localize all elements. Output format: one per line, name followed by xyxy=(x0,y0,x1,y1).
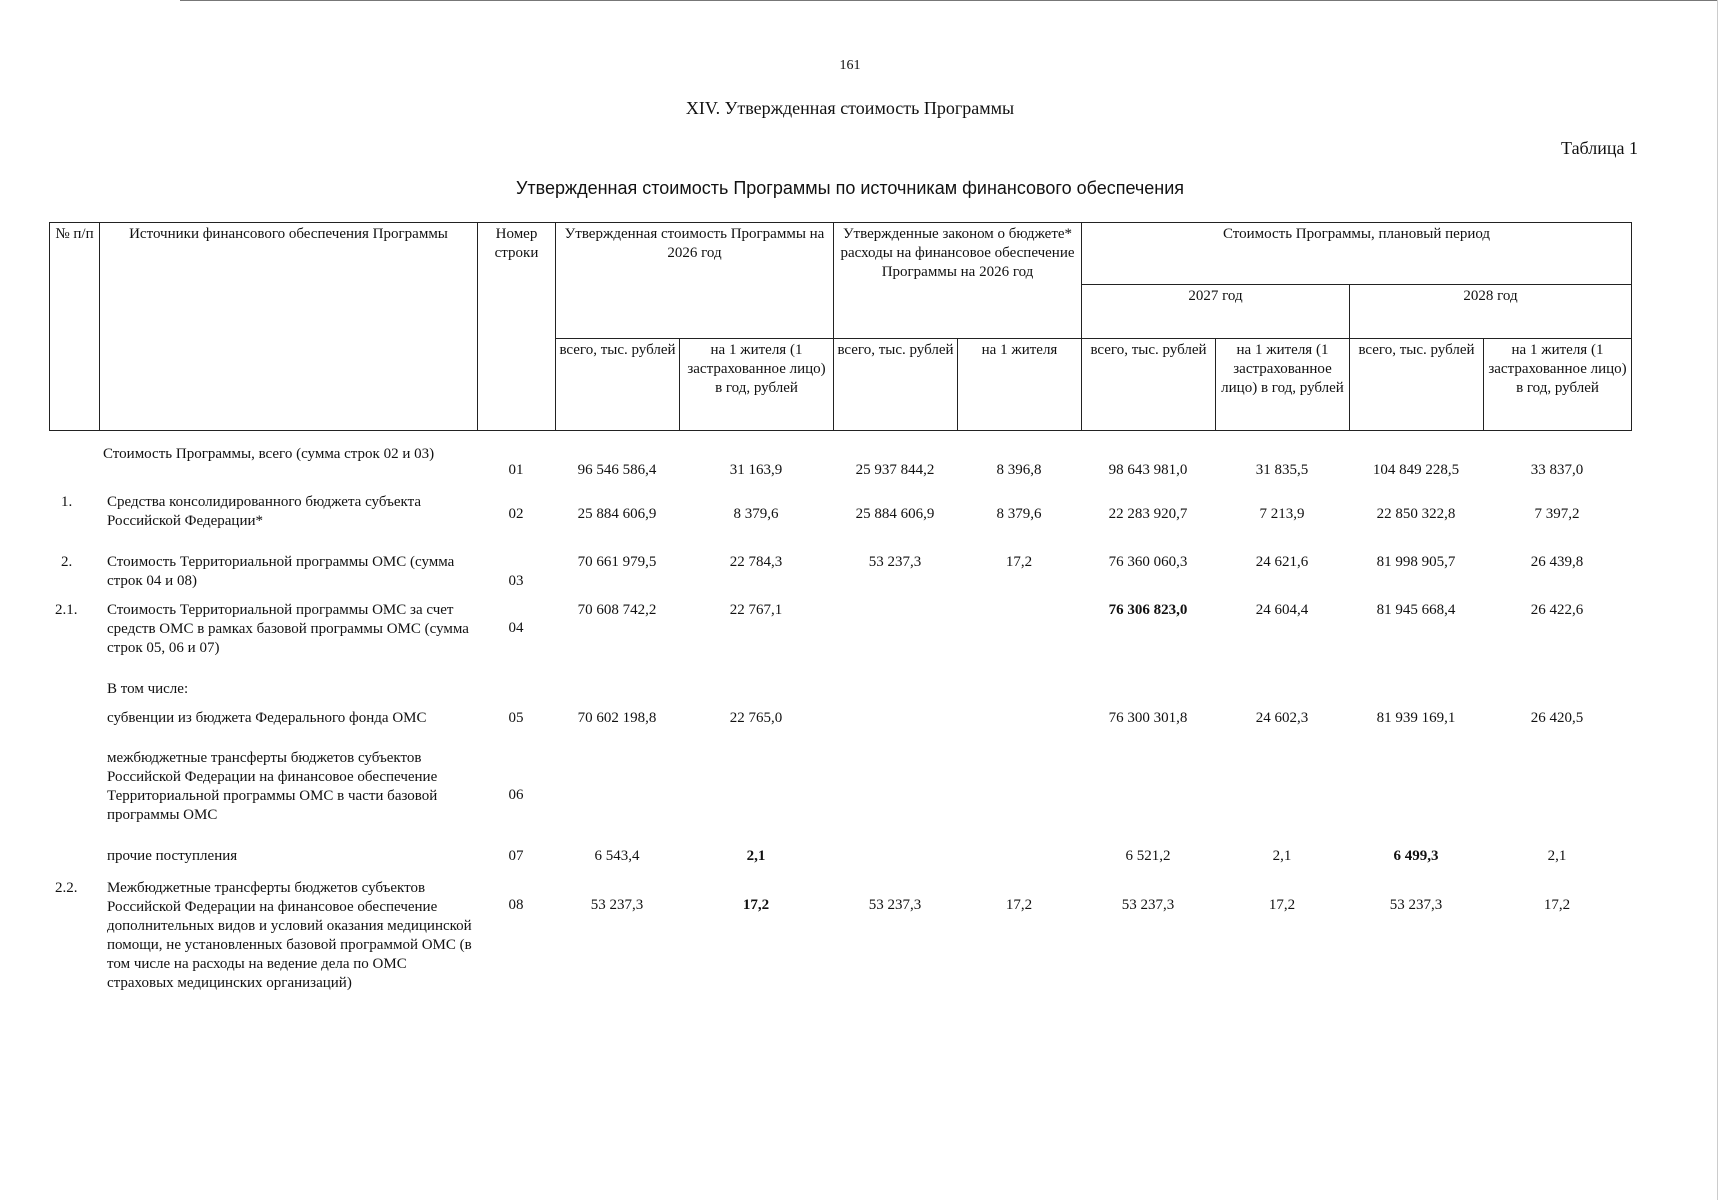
cell-value: 17,2 xyxy=(1268,897,1296,913)
cell-value: 22 283 920,7 xyxy=(1108,506,1188,522)
row-num: 1. xyxy=(61,494,73,510)
cell-value: 76 300 301,8 xyxy=(1108,710,1188,726)
cell-value: 81 939 169,1 xyxy=(1376,710,1456,726)
header-group-2026: Утвержденная стоимость Программы на 2026 год xyxy=(556,223,834,339)
row-num xyxy=(49,846,99,878)
cell-value: 7 213,9 xyxy=(1259,506,1305,522)
cell-value: 70 608 742,2 xyxy=(577,602,657,618)
row-source: субвенции из бюджета Федерального фонда ОМС xyxy=(107,710,427,726)
page-number: 161 xyxy=(839,58,861,73)
cell-value: 53 237,3 xyxy=(868,897,922,913)
row-number: 07 xyxy=(508,848,524,864)
cell-value: 76 306 823,0 xyxy=(1108,602,1188,618)
cell-value: 2,1 xyxy=(1272,848,1292,864)
table-row xyxy=(49,492,1631,552)
cell-value: 2,1 xyxy=(1547,848,1567,864)
row-source: В том числе: xyxy=(107,681,189,697)
table-row xyxy=(49,846,1631,878)
cell-value xyxy=(957,846,1081,878)
header-year-2028: 2028 год xyxy=(1350,285,1632,339)
cell-value: 17,2 xyxy=(1005,554,1033,570)
cell-value: 8 379,6 xyxy=(996,506,1042,522)
cell-value: 70 602 198,8 xyxy=(577,710,657,726)
table-label: Таблица 1 xyxy=(1561,138,1638,158)
header-source: Источники финансового обеспечения Программы xyxy=(100,223,478,431)
cell-value: 31 163,9 xyxy=(729,462,783,478)
row-num xyxy=(49,672,99,708)
row-number: 08 xyxy=(508,897,524,913)
cell-value: 22 850 322,8 xyxy=(1376,506,1456,522)
row-source: Средства консолидированного бюджета субъекта Российской Федерации* xyxy=(107,494,422,529)
cell-value xyxy=(957,708,1081,748)
row-source: межбюджетные трансферты бюджетов субъектов Российской Федерации на финансовое обеспечение Территориальной программы ОМС в части базовой программы ОМС xyxy=(107,750,438,823)
cell-value: 24 602,3 xyxy=(1255,710,1309,726)
cell-value: 96 546 586,4 xyxy=(577,462,657,478)
table-row xyxy=(49,444,1631,492)
row-num xyxy=(49,708,99,748)
header-row-number: Номер строки xyxy=(478,223,556,431)
table-row xyxy=(49,708,1631,748)
row-number: 03 xyxy=(508,573,524,589)
row-num: 2.1. xyxy=(55,602,78,618)
cell-value xyxy=(1349,748,1483,846)
cell-value: 104 849 228,5 xyxy=(1372,462,1460,478)
cell-value: 53 237,3 xyxy=(868,554,922,570)
cell-value: 22 765,0 xyxy=(729,710,783,726)
row-num: 2. xyxy=(61,554,73,570)
section-title: XIV. Утвержденная стоимость Программы xyxy=(685,98,1015,118)
row-num: 2.2. xyxy=(55,880,78,896)
cell-value xyxy=(1483,748,1631,846)
header-group-plan: Стоимость Программы, плановый период xyxy=(1082,223,1632,285)
cell-value: 2,1 xyxy=(746,848,766,864)
cell-value: 25 884 606,9 xyxy=(855,506,935,522)
cell-value: 17,2 xyxy=(1005,897,1033,913)
header-sub-total: всего, тыс. рублей xyxy=(556,339,680,431)
cell-value: 53 237,3 xyxy=(590,897,644,913)
cell-value: 33 837,0 xyxy=(1530,462,1584,478)
table-header xyxy=(49,222,1632,431)
cell-value xyxy=(555,748,679,846)
cell-value: 22 784,3 xyxy=(729,554,783,570)
row-source: Стоимость Программы, всего (сумма строк 02 и 03) xyxy=(103,446,435,462)
cell-value xyxy=(957,748,1081,846)
cell-value: 81 945 668,4 xyxy=(1376,602,1456,618)
cell-value: 31 835,5 xyxy=(1255,462,1309,478)
cell-value: 6 543,4 xyxy=(594,848,640,864)
row-number: 01 xyxy=(508,462,524,478)
cell-value xyxy=(957,600,1081,672)
cell-value: 8 379,6 xyxy=(733,506,779,522)
header-sub-total: всего, тыс. рублей xyxy=(1082,339,1216,431)
cell-value: 24 621,6 xyxy=(1255,554,1309,570)
header-sub-per-resident: на 1 жителя xyxy=(958,339,1082,431)
cell-value xyxy=(1215,748,1349,846)
cell-value: 22 767,1 xyxy=(729,602,783,618)
cell-value: 70 661 979,5 xyxy=(577,554,657,570)
page-top-rule xyxy=(180,0,1718,1)
row-number: 06 xyxy=(508,787,524,803)
cell-value: 26 420,5 xyxy=(1530,710,1584,726)
cell-value: 98 643 981,0 xyxy=(1108,462,1188,478)
cell-value xyxy=(833,846,957,878)
cell-value: 26 439,8 xyxy=(1530,554,1584,570)
row-number: 04 xyxy=(508,620,524,636)
cell-value: 53 237,3 xyxy=(1121,897,1175,913)
header-sub-per-insured: на 1 жителя (1 застрахованное лицо) в год, рублей xyxy=(680,339,834,431)
row-source: Стоимость Территориальной программы ОМС за счет средств ОМС в рамках базовой программы ОМС (сумма строк 05, 06 и 07) xyxy=(107,602,469,656)
cell-value xyxy=(833,748,957,846)
row-number: 02 xyxy=(508,506,524,522)
row-source: Стоимость Территориальной программы ОМС (сумма строк 04 и 08) xyxy=(107,554,455,589)
cell-value: 7 397,2 xyxy=(1534,506,1580,522)
table-row xyxy=(49,748,1631,846)
cell-value: 8 396,8 xyxy=(996,462,1042,478)
header-num: № п/п xyxy=(50,223,100,431)
cell-value: 76 360 060,3 xyxy=(1108,554,1188,570)
row-number xyxy=(477,672,555,708)
cell-value xyxy=(1081,748,1215,846)
row-source: Межбюджетные трансферты бюджетов субъектов Российской Федерации на финансовое обеспечение дополнительных видов и условий оказания медицинской помощи, не установленных базовой программой ОМС (в том числе на расходы на ведение дела по ОМС страховых медицинских организаций) xyxy=(107,880,472,991)
table-row xyxy=(49,600,1631,672)
cell-value xyxy=(833,708,957,748)
table-row xyxy=(49,552,1631,600)
table-body xyxy=(49,444,1631,1016)
cell-value: 26 422,6 xyxy=(1530,602,1584,618)
cell-value: 25 884 606,9 xyxy=(577,506,657,522)
row-num xyxy=(49,748,99,846)
cell-value xyxy=(833,600,957,672)
cell-value xyxy=(679,748,833,846)
cell-value: 24 604,4 xyxy=(1255,602,1309,618)
header-sub-total: всего, тыс. рублей xyxy=(1350,339,1484,431)
cell-value: 17,2 xyxy=(742,897,770,913)
table-title: Утвержденная стоимость Программы по источникам финансового обеспечения xyxy=(515,178,1185,198)
header-sub-per-insured: на 1 жителя (1 застрахованное лицо) в год, рублей xyxy=(1484,339,1632,431)
row-num xyxy=(49,444,99,492)
cell-value: 6 499,3 xyxy=(1393,848,1439,864)
table-row xyxy=(49,672,1631,708)
cell-value: 25 937 844,2 xyxy=(855,462,935,478)
row-number: 05 xyxy=(508,710,524,726)
cell-value: 17,2 xyxy=(1543,897,1571,913)
header-year-2027: 2027 год xyxy=(1082,285,1350,339)
header-group-law: Утвержденные законом о бюджете* расходы на финансовое обеспечение Программы на 2026 год xyxy=(834,223,1082,339)
row-source: прочие поступления xyxy=(107,848,238,864)
cell-value: 6 521,2 xyxy=(1125,848,1171,864)
header-sub-per-insured: на 1 жителя (1 застрахованное лицо) в год, рублей xyxy=(1216,339,1350,431)
header-sub-total: всего, тыс. рублей xyxy=(834,339,958,431)
table-row xyxy=(49,878,1631,1016)
cell-value: 53 237,3 xyxy=(1389,897,1443,913)
cell-value: 81 998 905,7 xyxy=(1376,554,1456,570)
